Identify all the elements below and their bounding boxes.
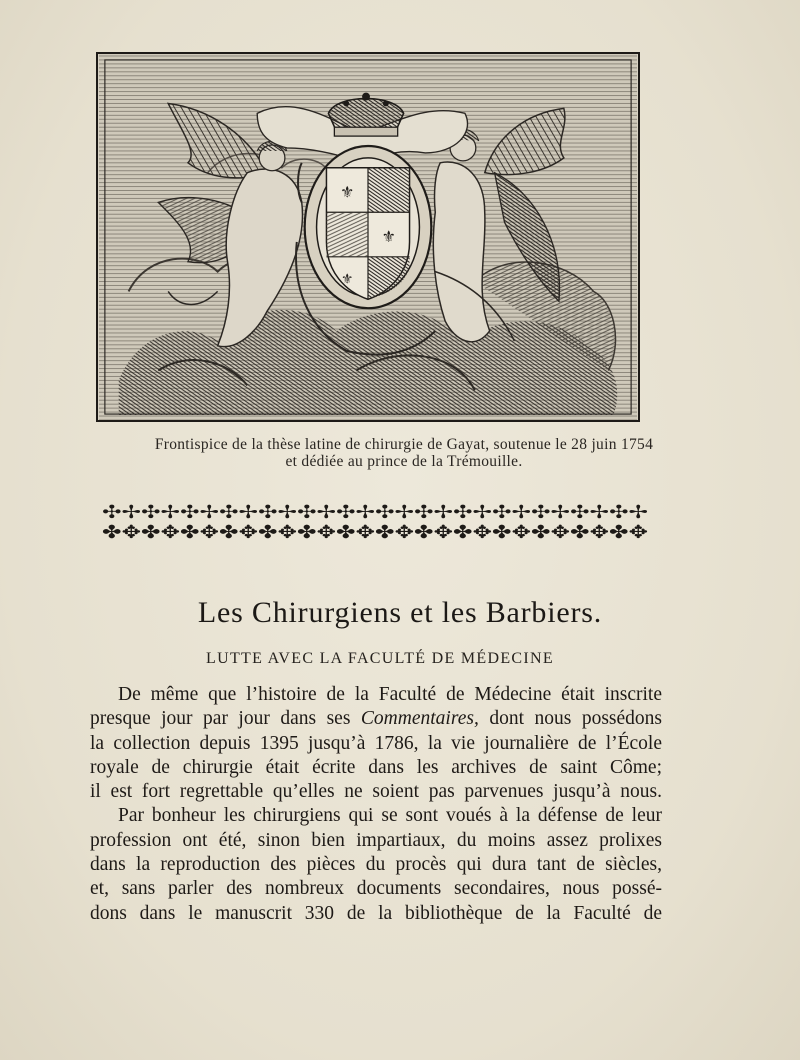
text-line: dans la reproduction des pièces du procès qui dura tant de siècles,: [90, 854, 662, 876]
paragraph-1: [90, 683, 662, 804]
text-line: [90, 707, 662, 731]
text-segment: presque jour par jour dans ses: [90, 708, 361, 730]
chapter-title: Les Chirurgiens et les Barbiers.: [197, 596, 603, 629]
svg-text:⚜: ⚜: [341, 271, 354, 288]
chapter-subtitle: LUTTE AVEC LA FACULTÉ DE MÉDECINE: [206, 650, 554, 667]
svg-text:✣✢✣✢✣✢✣✢✣✢✣✢✣✢✣✢✣✢✣✢✣✢✣✢✣✢✣✢: ✣✢✣✢✣✢✣✢✣✢✣✢✣✢✣✢✣✢✣✢✣✢✣✢✣✢✣✢: [102, 502, 648, 523]
frontispiece-engraving: [96, 52, 640, 422]
text-line: il est fort regrettable qu’elles ne soient pas parvenues jusqu’à nous.: [90, 781, 662, 803]
text-line: dons dans le manuscrit 330 de la bibliothèque de la Faculté de: [90, 902, 662, 924]
text-line: profession ont été, sinon bien impartiaux, du moins assez prolixes: [90, 829, 662, 851]
body-text: [90, 683, 662, 926]
fleuron-ornament-band: [102, 500, 648, 542]
paragraph-2: [90, 804, 662, 925]
caption-line-1: Frontispice de la thèse latine de chirurgie de Gayat, soutenue le 28 juin 1754: [154, 436, 654, 453]
commentaires-italic: Commentaires,: [360, 708, 479, 730]
text-line: royale de chirurgie était écrite dans les archives de saint Côme;: [90, 756, 662, 778]
text-line: De même que l’histoire de la Faculté de Médecine était inscrite: [118, 684, 662, 705]
figure-caption: [96, 436, 712, 470]
text-line: Par bonheur les chirurgiens qui se sont voués à la défense de leur: [118, 805, 662, 827]
coat-of-arms: [305, 146, 432, 308]
text-segment: dont nous possédons: [478, 708, 662, 730]
svg-text:✤✥✤✥✤✥✤✥✤✥✤✥✤✥✤✥✤✥✤✥✤✥✤✥✤✥✤✥: ✤✥✤✥✤✥✤✥✤✥✤✥✤✥✤✥✤✥✤✥✤✥✤✥✤✥✤✥: [102, 522, 648, 542]
text-line: la collection depuis 1395 jusqu’à 1786, la vie journalière de l’École: [90, 732, 662, 754]
svg-text:⚜: ⚜: [340, 182, 355, 202]
svg-text:⚜: ⚜: [381, 226, 396, 246]
caption-line-2: et dédiée au prince de la Trémouille.: [285, 453, 523, 470]
text-line: et, sans parler des nombreux documents secondaires, nous possé-: [90, 878, 662, 900]
